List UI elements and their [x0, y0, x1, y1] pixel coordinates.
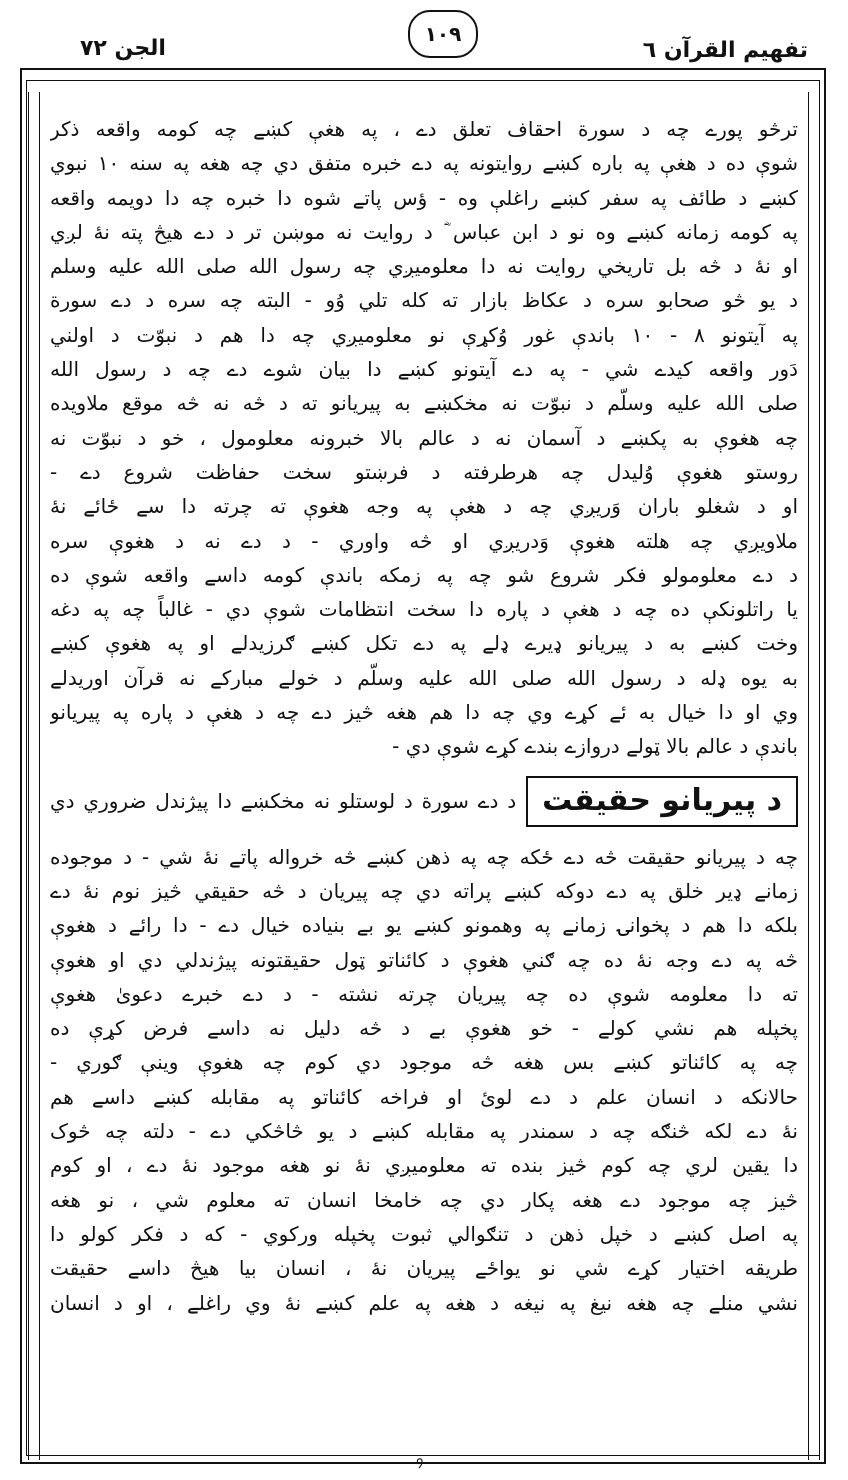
text-line: کښے د طائف په سفر کښے راغلې وه - ؤس پاتے شوه دا خبره چه دا دويمه واقعه	[50, 185, 798, 210]
text-line: طريقه اختيار کړے شي نو يواځے پيريان نۀ ، انسان بيا هيڅ داسے حقيقت	[50, 1256, 798, 1281]
text-line: په اصل کښے د خپل ذهن د تنګوالي ثبوت پخپله ورکوي - که د فکر کولو دا	[50, 1221, 798, 1246]
text-line: څه په دے وجه نۀ ده چه ګني هغوې د کائناتو ټول حقيقتونه پيژندلي دي او هغوې	[50, 947, 798, 972]
text-line: په آيتونو ٨ - ١٠ باندې غور وُکړې نو معلوميږي چه دا هم د نبوّت د اولني	[50, 322, 798, 347]
text-line: حالانکه د انسان علم د دے لوئ او فراخه کائناتو په مقابله کښے داسے هم	[50, 1084, 798, 1109]
footer-ornament: ᠀	[416, 1455, 424, 1471]
text-line: دَور واقعه کيدے شي - په دے آيتونو کښے دا بيان شوے دے چه د رسول الله	[50, 357, 798, 382]
book-title: تفهيم القرآن ٦	[642, 38, 808, 63]
text-line: يا راتلونکې ده چه د هغې د پاره دا سخت انتظامات شوې دي - غالباً چه په دغه	[50, 597, 798, 622]
text-line: ته دا معلومه شوې ده چه پيريان چرته نشته - د دے خبرے دعوىٰ هغوې	[50, 981, 798, 1006]
text-line: به يوه ډله د رسول الله صلی الله عليه وسلّم د خولے مبارکے نه قرآن اوريدلے	[50, 665, 798, 690]
heading-side-text: د دے سورة د لوستلو نه مخکښے دا پيژندل ضروري دي	[50, 789, 517, 814]
page-number: ١٠٩	[408, 10, 478, 58]
text-line: او نۀ د څه بل تاريخي روايت نه دا معلوميږي چه رسول الله صلی الله عليه وسلم	[50, 254, 798, 279]
section-heading: د پيريانو حقيقت	[526, 776, 798, 826]
text-line: نشي منلے چه هغه نيغ په نيغه د هغه په علم کښے نۀ وي راغلے ، او د انسان	[50, 1290, 798, 1315]
text-line: نۀ دے لکه څنګه چه د سمندر په مقابله کښے د يو څاڅکي دے - دلته چه څوک	[50, 1119, 798, 1144]
text-line: صلی الله عليه وسلّم د نبوّت نه مخکښے به پيريانو ته د څه نه څه موقع ملاويده	[50, 391, 798, 416]
text-line: زمانے ډير خلق په دے دوکه کښے پراته دي چه پيريان د څه حقيقي څيز نوم نۀ دے	[50, 878, 798, 903]
text-line: ترڅو پورے چه د سورة احقاف تعلق دے ، په هغې کښے چه کومه واقعه ذکر	[50, 117, 798, 141]
text-line: د يو څو صحابو سره د عکاظ بازار ته کله تلي وُو - البته چه سره د دے سورة	[50, 288, 798, 313]
right-column-ornament	[808, 92, 820, 1460]
section-heading-row	[50, 766, 798, 838]
text-line: څيز چه موجود دے هغه پکار دي چه خامخا انسان ته معلوم شي ، نو هغه	[50, 1187, 798, 1212]
text-line: وخت کښے به د پيريانو ډيرے ډلے په دے تکل کښے ګرزيدلے او په هغوې کښے	[50, 631, 798, 656]
left-column-ornament	[28, 92, 40, 1460]
body-text	[50, 112, 798, 1320]
text-line: ملاويږي چه هلته هغوې وَدريږي او څه واوري - د دے نه د هغوې سره	[50, 528, 798, 553]
text-line-last: باندې د عالم بالا ټولے دروازے بندے کړے شوې دي -	[392, 734, 798, 759]
text-line: او د شغلو باران وَريږي چه د هغې په وجه هغوې ته چرته دا سے ځائے نۀ	[50, 494, 798, 519]
text-line: روستو هغوې وُليدل چه هرطرفته د فرښتو سخت حفاظت شروع دے -	[50, 459, 798, 484]
text-line: چه د پيريانو حقيقت څه دے ځکه چه په ذهن کښے څه خرواله پاتے نۀ شي - د موجوده	[50, 844, 798, 869]
text-line: پخپله هم نشي کولے - خو هغوې بے د څه دليل نه داسے فرض کړې ده	[50, 1016, 798, 1041]
text-line: وي او دا خيال به ئے کړے وي چه دا هم هغه څيز دے چه د هغې د پاره په پيريانو	[50, 700, 798, 725]
text-line: چه هغوې به پکښے د آسمان نه د عالم بالا خبرونه معلومول ، خو د نبوّت نه	[50, 425, 798, 450]
surah-title: الجن ٧٢	[80, 36, 166, 61]
text-line: شوې ده د هغې په باره کښے روايتونه په دے خبره متفق دي چه هغه په سنه ١٠ نبوي	[50, 151, 798, 176]
text-line: د دے معلومولو فکر شروع شو چه په زمکه باندې کومه داسے واقعه شوې ده	[50, 562, 798, 587]
text-line: دا يقين لري چه کوم څيز بنده ته معلوميږي نۀ نو هغه موجود نۀ دے ، او کوم	[50, 1153, 798, 1178]
text-line: بلکه دا هم د پخوانۍ زمانے په وهمونو کښے يو بے بنياده خيال دے - دا رائے د هغوې	[50, 913, 798, 938]
text-line: چه په کائناتو کښے بس هغه څه موجود دي کوم چه هغوې وينې ګوري -	[50, 1050, 798, 1075]
text-line: په کومه زمانه کښے وه نو د ابن عباس ؓ د روايت نه موښن تر د دے هيڅ پته نۀ لږي	[50, 219, 798, 244]
